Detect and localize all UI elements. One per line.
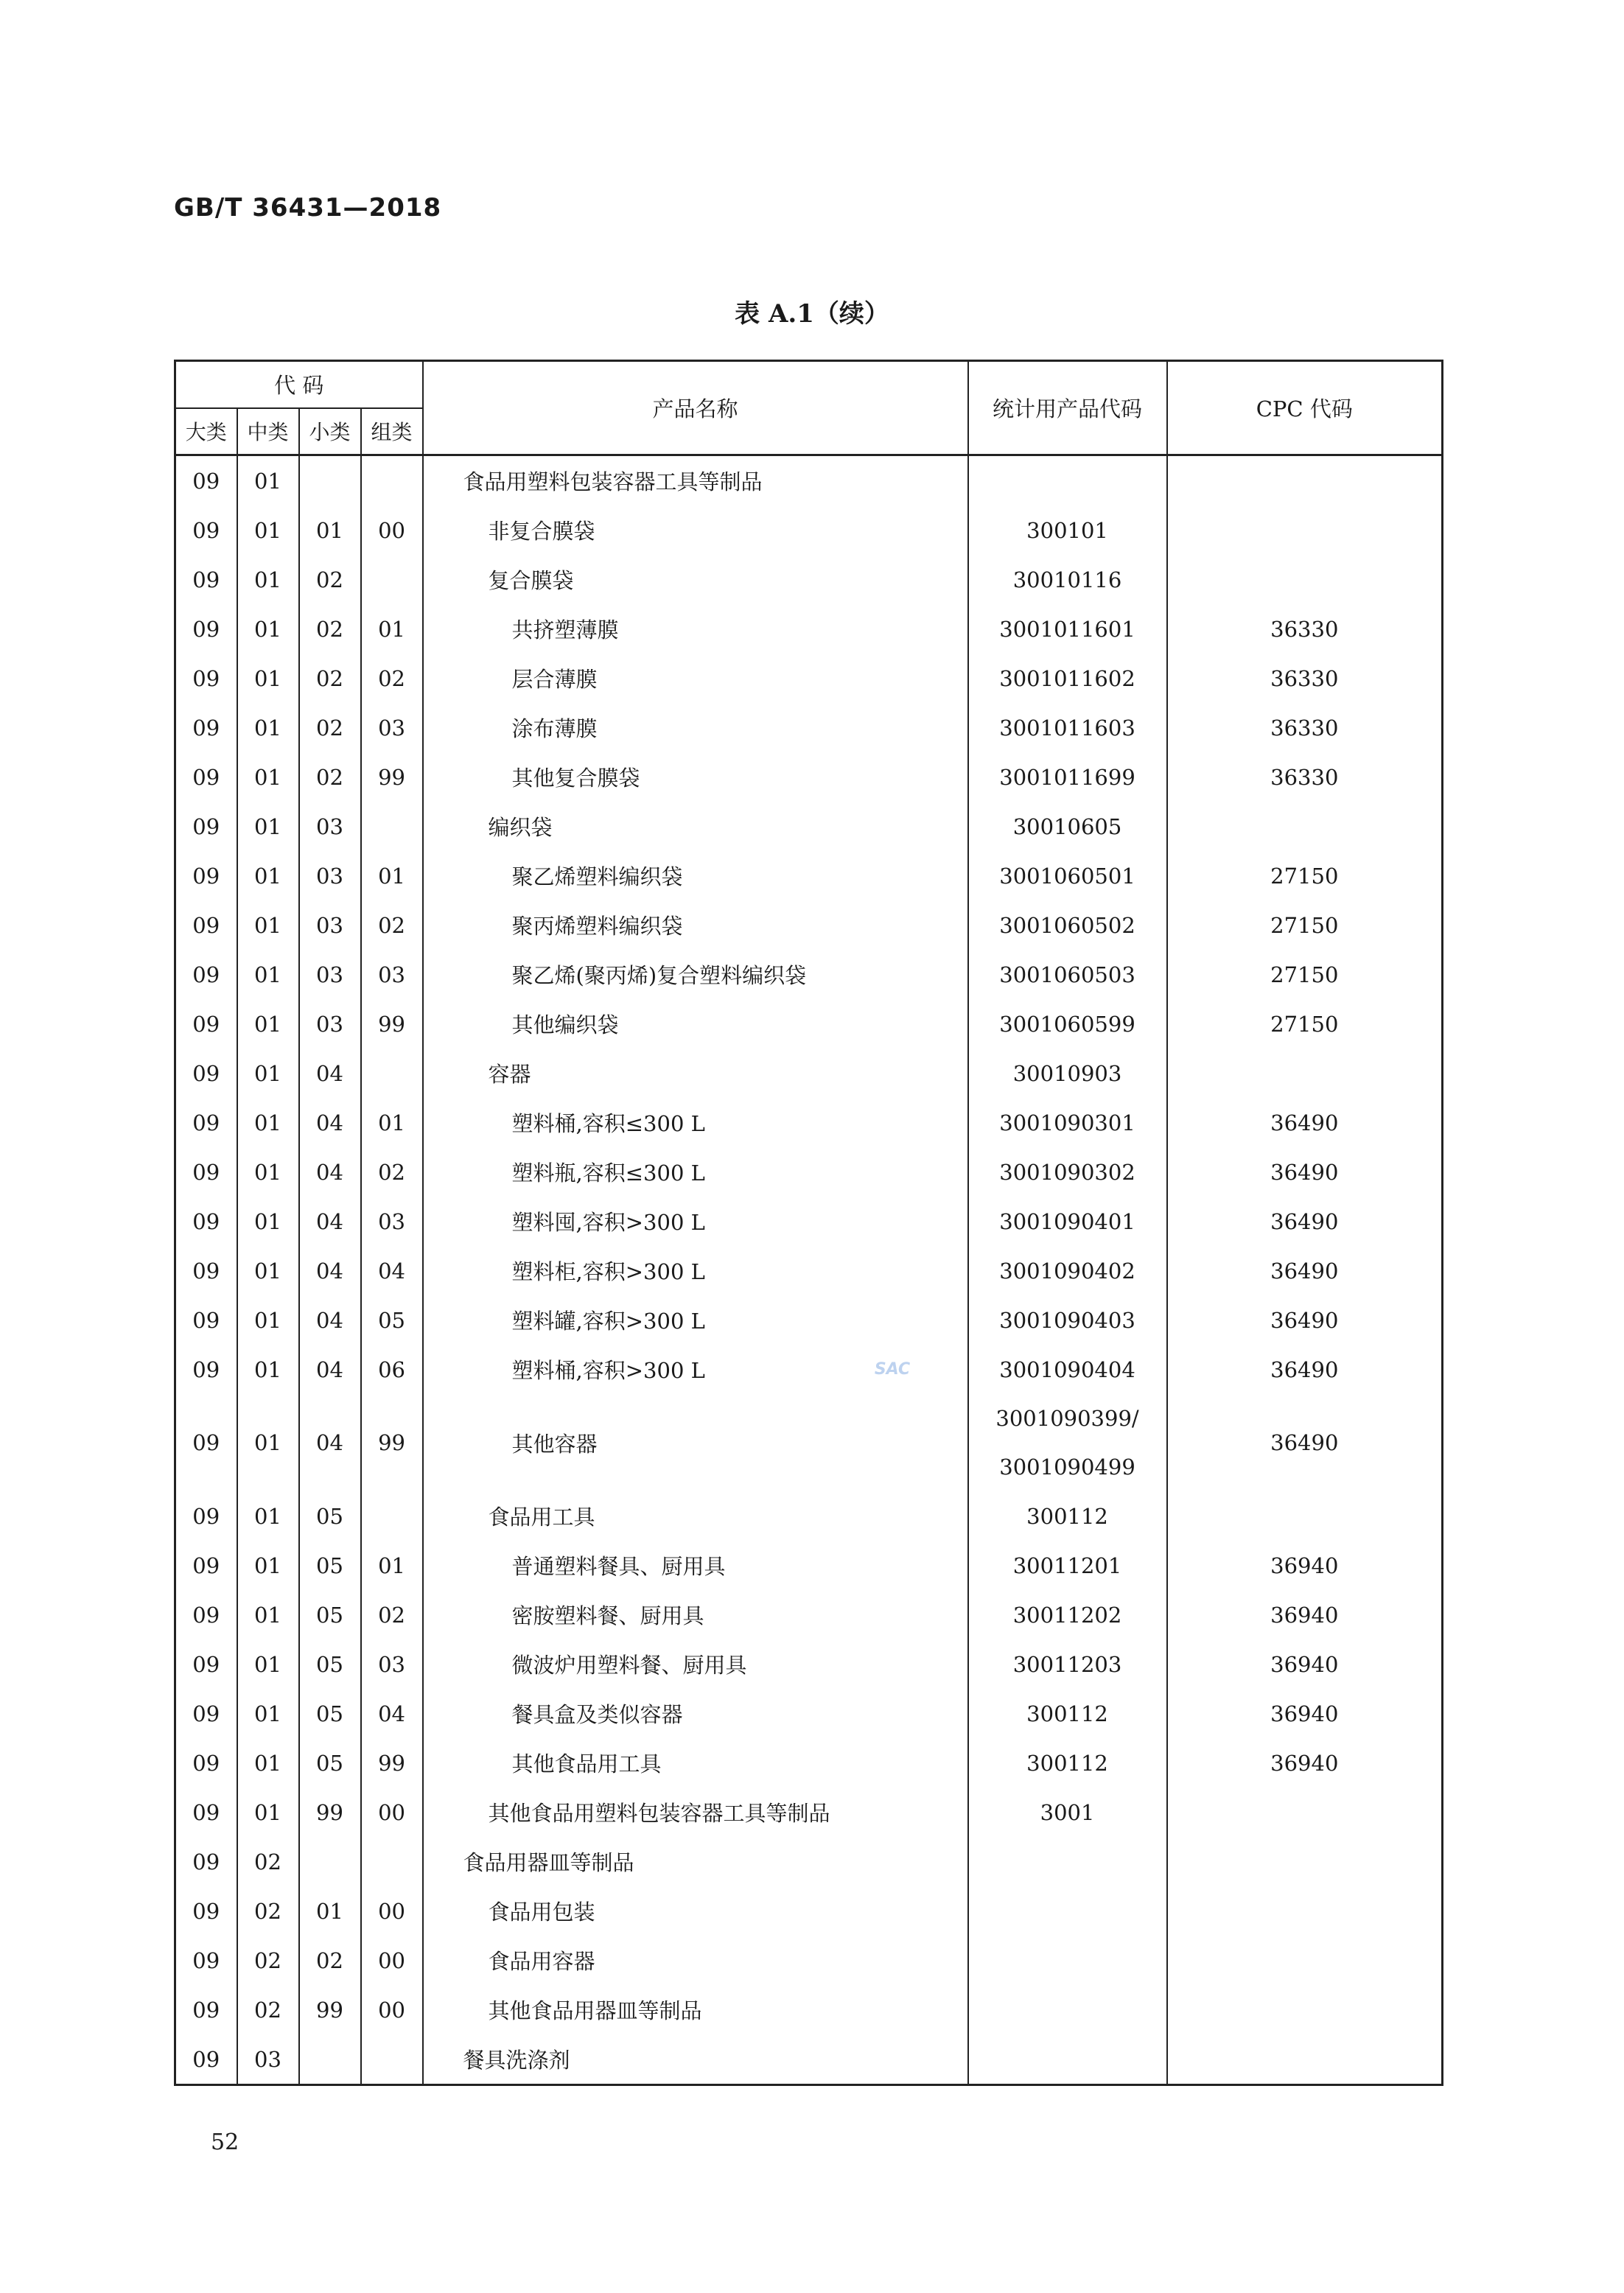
group-class-cell: 05 xyxy=(361,1295,423,1345)
code-group-header: 代 码 xyxy=(175,361,423,408)
medium-class-cell: 02 xyxy=(237,1837,299,1886)
group-class-cell: 03 xyxy=(361,1639,423,1689)
group-class-cell: 02 xyxy=(361,654,423,703)
stat-code-cell xyxy=(968,752,1167,802)
minor-class-cell xyxy=(299,2034,361,2085)
table-row xyxy=(175,1491,1443,1541)
major-class-cell: 09 xyxy=(175,950,237,999)
group-class-cell xyxy=(361,555,423,604)
stat-code-value: 3001090404 xyxy=(999,1356,1135,1382)
major-class-cell: 09 xyxy=(175,1246,237,1295)
major-class-cell: 09 xyxy=(175,1541,237,1590)
stat-code-cell xyxy=(968,703,1167,752)
medium-class-cell: 01 xyxy=(237,1049,299,1098)
minor-class-cell xyxy=(299,1837,361,1886)
group-class-cell: 04 xyxy=(361,1689,423,1738)
cpc-code-cell xyxy=(1167,802,1443,851)
stat-code-cell xyxy=(968,1689,1167,1738)
major-class-cell: 09 xyxy=(175,851,237,900)
minor-class-cell: 02 xyxy=(299,654,361,703)
table-row xyxy=(175,455,1443,506)
product-name-header: 产品名称 xyxy=(423,361,968,455)
table-row xyxy=(175,1049,1443,1098)
cpc-code-cell xyxy=(1167,1886,1443,1936)
table-row xyxy=(175,555,1443,604)
stat-code-value: 300112 xyxy=(1026,1750,1108,1776)
minor-class-cell: 02 xyxy=(299,752,361,802)
group-class-cell: 03 xyxy=(361,1197,423,1246)
product-name-cell: 聚乙烯塑料编织袋 xyxy=(423,851,968,900)
major-class-cell: 09 xyxy=(175,1345,237,1394)
cpc-code-cell: 36490 xyxy=(1167,1147,1443,1197)
table-row xyxy=(175,1394,1443,1491)
minor-class-cell: 01 xyxy=(299,1886,361,1936)
stat-code-cell xyxy=(968,654,1167,703)
minor-class-cell: 03 xyxy=(299,900,361,950)
stat-code-cell xyxy=(968,1491,1167,1541)
stat-code-cell xyxy=(968,1590,1167,1639)
stat-code-value: 3001090402 xyxy=(999,1258,1135,1284)
cpc-code-cell: 36490 xyxy=(1167,1098,1443,1147)
stat-code-value: 3001090403 xyxy=(999,1307,1135,1333)
stat-code-cell xyxy=(968,1394,1167,1491)
stat-code-value: 300112 xyxy=(1026,1701,1108,1726)
cpc-code-cell: 27150 xyxy=(1167,851,1443,900)
cpc-code-cell xyxy=(1167,505,1443,555)
group-class-cell xyxy=(361,1491,423,1541)
cpc-code-cell: 36330 xyxy=(1167,752,1443,802)
table-row xyxy=(175,900,1443,950)
cpc-code-cell: 36940 xyxy=(1167,1590,1443,1639)
major-class-cell: 09 xyxy=(175,1639,237,1689)
product-name-cell: 塑料罐,容积>300 L xyxy=(423,1295,968,1345)
minor-class-cell: 05 xyxy=(299,1689,361,1738)
medium-class-cell: 01 xyxy=(237,555,299,604)
minor-class-cell: 99 xyxy=(299,1788,361,1837)
medium-class-cell: 01 xyxy=(237,1345,299,1394)
group-class-cell: 06 xyxy=(361,1345,423,1394)
stat-code-cell xyxy=(968,950,1167,999)
cpc-code-cell xyxy=(1167,1049,1443,1098)
medium-class-cell: 02 xyxy=(237,1936,299,1985)
table-row xyxy=(175,2034,1443,2085)
cpc-code-cell: 27150 xyxy=(1167,900,1443,950)
table-row xyxy=(175,1639,1443,1689)
cpc-code-cell xyxy=(1167,1936,1443,1985)
group-class-cell xyxy=(361,1049,423,1098)
table-row xyxy=(175,1886,1443,1936)
major-class-cell: 09 xyxy=(175,1295,237,1345)
cpc-code-cell xyxy=(1167,1788,1443,1837)
major-class-cell: 09 xyxy=(175,1147,237,1197)
stat-code-value: 3001060599 xyxy=(999,1011,1135,1037)
minor-class-cell: 04 xyxy=(299,1394,361,1491)
major-class-cell: 09 xyxy=(175,1491,237,1541)
stat-code-cell xyxy=(968,1098,1167,1147)
product-name-cell: 编织袋 xyxy=(423,802,968,851)
cpc-code-header: CPC 代码 xyxy=(1167,361,1443,455)
product-name-cell: 其他食品用塑料包装容器工具等制品 xyxy=(423,1788,968,1837)
table-row xyxy=(175,1590,1443,1639)
product-name-cell: 共挤塑薄膜 xyxy=(423,604,968,654)
table-row xyxy=(175,851,1443,900)
group-class-cell: 01 xyxy=(361,1541,423,1590)
medium-class-cell: 01 xyxy=(237,851,299,900)
stat-code-value: 3001060501 xyxy=(999,863,1135,889)
medium-class-cell: 02 xyxy=(237,1985,299,2034)
stat-code-value: 3001011699 xyxy=(999,764,1135,790)
medium-class-cell: 01 xyxy=(237,950,299,999)
minor-class-cell: 02 xyxy=(299,703,361,752)
medium-class-cell: 01 xyxy=(237,999,299,1049)
stat-code-cell xyxy=(968,1738,1167,1788)
minor-class-cell: 04 xyxy=(299,1197,361,1246)
product-name-cell: 塑料桶,容积>300 L xyxy=(423,1345,968,1394)
table-row xyxy=(175,1197,1443,1246)
minor-class-cell: 05 xyxy=(299,1639,361,1689)
cpc-code-cell: 36940 xyxy=(1167,1541,1443,1590)
medium-class-cell: 01 xyxy=(237,900,299,950)
product-name-cell: 餐具洗涤剂 xyxy=(423,2034,968,2085)
group-class-header: 组类 xyxy=(361,408,423,455)
product-name-cell: 普通塑料餐具、厨用具 xyxy=(423,1541,968,1590)
table-row xyxy=(175,999,1443,1049)
major-class-cell: 09 xyxy=(175,1788,237,1837)
product-name-cell: 非复合膜袋 xyxy=(423,505,968,555)
stat-code-cell xyxy=(968,2034,1167,2085)
standard-code: GB/T 36431—2018 xyxy=(174,193,442,223)
product-name-cell: 塑料瓶,容积≤300 L xyxy=(423,1147,968,1197)
stat-code-cell xyxy=(968,802,1167,851)
stat-code-value: 3001011603 xyxy=(999,715,1135,741)
cpc-code-cell: 36330 xyxy=(1167,654,1443,703)
table-row xyxy=(175,1837,1443,1886)
product-name-cell: 其他容器 xyxy=(423,1394,968,1491)
table-row xyxy=(175,1985,1443,2034)
stat-code-cell xyxy=(968,1049,1167,1098)
table-row xyxy=(175,505,1443,555)
group-class-cell xyxy=(361,455,423,506)
stat-code-cell xyxy=(968,455,1167,506)
major-class-cell: 09 xyxy=(175,1394,237,1491)
minor-class-cell: 04 xyxy=(299,1147,361,1197)
cpc-code-cell: 36940 xyxy=(1167,1689,1443,1738)
major-class-cell: 09 xyxy=(175,604,237,654)
medium-class-cell: 01 xyxy=(237,1295,299,1345)
minor-class-cell: 05 xyxy=(299,1590,361,1639)
group-class-cell: 99 xyxy=(361,999,423,1049)
cpc-code-cell xyxy=(1167,455,1443,506)
group-class-cell: 00 xyxy=(361,1886,423,1936)
major-class-cell: 09 xyxy=(175,1197,237,1246)
table-row xyxy=(175,1788,1443,1837)
product-name-cell: 食品用包装 xyxy=(423,1886,968,1936)
stat-code-cell xyxy=(968,1788,1167,1837)
group-class-cell: 02 xyxy=(361,1147,423,1197)
stat-code-header: 统计用产品代码 xyxy=(968,361,1167,455)
stat-code-cell xyxy=(968,900,1167,950)
stat-code-cell xyxy=(968,1639,1167,1689)
medium-class-cell: 01 xyxy=(237,1394,299,1491)
medium-class-cell: 01 xyxy=(237,1098,299,1147)
group-class-cell: 99 xyxy=(361,1738,423,1788)
cpc-code-cell xyxy=(1167,1985,1443,2034)
product-name-cell: 塑料柜,容积>300 L xyxy=(423,1246,968,1295)
group-class-cell: 99 xyxy=(361,752,423,802)
stat-code-cell xyxy=(968,1295,1167,1345)
table-caption: 表 A.1（续） xyxy=(735,299,889,329)
medium-class-cell: 01 xyxy=(237,1639,299,1689)
table-row xyxy=(175,752,1443,802)
minor-class-cell: 04 xyxy=(299,1246,361,1295)
stat-code-value: 30010903 xyxy=(1012,1060,1122,1086)
minor-class-cell: 02 xyxy=(299,555,361,604)
product-name-cell: 塑料桶,容积≤300 L xyxy=(423,1098,968,1147)
table-row xyxy=(175,1738,1443,1788)
minor-class-cell: 03 xyxy=(299,950,361,999)
sac-watermark: SAC xyxy=(874,1360,911,1379)
product-name-cell: 其他编织袋 xyxy=(423,999,968,1049)
medium-class-cell: 01 xyxy=(237,1788,299,1837)
stat-code-value: 3001 xyxy=(1040,1799,1095,1825)
product-name-cell: 密胺塑料餐、厨用具 xyxy=(423,1590,968,1639)
major-class-cell: 09 xyxy=(175,703,237,752)
medium-class-cell: 02 xyxy=(237,1886,299,1936)
stat-code-value: 300112 xyxy=(1026,1503,1108,1529)
minor-class-cell: 03 xyxy=(299,802,361,851)
cpc-code-cell: 36940 xyxy=(1167,1639,1443,1689)
major-class-cell: 09 xyxy=(175,505,237,555)
stat-code-value: 3001090401 xyxy=(999,1208,1135,1234)
product-name-cell: 涂布薄膜 xyxy=(423,703,968,752)
table-row xyxy=(175,1098,1443,1147)
minor-class-cell: 04 xyxy=(299,1049,361,1098)
major-class-cell: 09 xyxy=(175,455,237,506)
table-row xyxy=(175,604,1443,654)
medium-class-cell: 01 xyxy=(237,1590,299,1639)
group-class-cell: 01 xyxy=(361,604,423,654)
cpc-code-cell: 36940 xyxy=(1167,1738,1443,1788)
major-class-cell: 09 xyxy=(175,2034,237,2085)
major-class-cell: 09 xyxy=(175,555,237,604)
major-class-cell: 09 xyxy=(175,1098,237,1147)
major-class-cell: 09 xyxy=(175,752,237,802)
stat-code-value: 3001090301 xyxy=(999,1110,1135,1135)
group-class-cell: 00 xyxy=(361,1788,423,1837)
medium-class-cell: 01 xyxy=(237,1197,299,1246)
major-class-cell: 09 xyxy=(175,1936,237,1985)
stat-code-cell xyxy=(968,1246,1167,1295)
minor-class-cell: 03 xyxy=(299,999,361,1049)
product-name-cell: 其他食品用工具 xyxy=(423,1738,968,1788)
cpc-code-cell: 36490 xyxy=(1167,1394,1443,1491)
cpc-code-cell xyxy=(1167,555,1443,604)
group-class-cell: 03 xyxy=(361,950,423,999)
stat-code-value: 30010605 xyxy=(1012,813,1122,839)
medium-class-cell: 01 xyxy=(237,654,299,703)
product-name-cell: 容器 xyxy=(423,1049,968,1098)
minor-class-cell: 04 xyxy=(299,1098,361,1147)
product-name-cell: 层合薄膜 xyxy=(423,654,968,703)
stat-code-value: 3001090399/ xyxy=(995,1406,1139,1431)
major-class-cell: 09 xyxy=(175,654,237,703)
medium-class-cell: 03 xyxy=(237,2034,299,2085)
table-row xyxy=(175,1936,1443,1985)
major-class-cell: 09 xyxy=(175,1886,237,1936)
stat-code-value: 3001060502 xyxy=(999,912,1135,938)
cpc-code-cell: 36490 xyxy=(1167,1246,1443,1295)
stat-code-cell xyxy=(968,1345,1167,1394)
group-class-cell: 02 xyxy=(361,900,423,950)
stat-code-cell xyxy=(968,1197,1167,1246)
minor-class-cell xyxy=(299,455,361,506)
major-class-cell: 09 xyxy=(175,802,237,851)
group-class-cell xyxy=(361,1837,423,1886)
major-class-cell: 09 xyxy=(175,1837,237,1886)
product-name-cell: 食品用容器 xyxy=(423,1936,968,1985)
stat-code-value: 3001011602 xyxy=(999,665,1135,691)
table-row xyxy=(175,1246,1443,1295)
product-name-cell: 聚丙烯塑料编织袋 xyxy=(423,900,968,950)
product-code-table xyxy=(174,360,1443,2086)
cpc-code-cell: 27150 xyxy=(1167,999,1443,1049)
stat-code-cell xyxy=(968,1147,1167,1197)
group-class-cell: 01 xyxy=(361,1098,423,1147)
cpc-code-cell xyxy=(1167,1491,1443,1541)
stat-code-cell xyxy=(968,999,1167,1049)
medium-class-cell: 01 xyxy=(237,604,299,654)
minor-class-header: 小类 xyxy=(299,408,361,455)
medium-class-cell: 01 xyxy=(237,1541,299,1590)
cpc-code-cell: 36490 xyxy=(1167,1197,1443,1246)
product-name-cell: 其他食品用器皿等制品 xyxy=(423,1985,968,2034)
group-class-cell xyxy=(361,802,423,851)
medium-class-header: 中类 xyxy=(237,408,299,455)
stat-code-value: 300101 xyxy=(1026,517,1108,543)
medium-class-cell: 01 xyxy=(237,1738,299,1788)
product-name-cell: 餐具盒及类似容器 xyxy=(423,1689,968,1738)
stat-code-value: 3001090499 xyxy=(999,1454,1135,1480)
group-class-cell: 01 xyxy=(361,851,423,900)
major-class-cell: 09 xyxy=(175,1590,237,1639)
medium-class-cell: 01 xyxy=(237,1147,299,1197)
group-class-cell: 00 xyxy=(361,1985,423,2034)
table-row xyxy=(175,1345,1443,1394)
stat-code-value: 30010116 xyxy=(1012,567,1122,592)
major-class-cell: 09 xyxy=(175,1689,237,1738)
minor-class-cell: 02 xyxy=(299,604,361,654)
stat-code-cell xyxy=(968,1837,1167,1886)
medium-class-cell: 01 xyxy=(237,505,299,555)
minor-class-cell: 99 xyxy=(299,1985,361,2034)
group-class-cell: 03 xyxy=(361,703,423,752)
major-class-cell: 09 xyxy=(175,1738,237,1788)
stat-code-value: 3001011601 xyxy=(999,616,1135,642)
product-name-cell: 复合膜袋 xyxy=(423,555,968,604)
product-name-cell: 塑料囤,容积>300 L xyxy=(423,1197,968,1246)
cpc-code-cell: 36490 xyxy=(1167,1345,1443,1394)
table-row xyxy=(175,1295,1443,1345)
stat-code-value: 30011203 xyxy=(1012,1651,1122,1677)
table-body xyxy=(175,455,1443,2085)
stat-code-cell xyxy=(968,1985,1167,2034)
major-class-cell: 09 xyxy=(175,900,237,950)
cpc-code-cell: 36330 xyxy=(1167,703,1443,752)
major-class-cell: 09 xyxy=(175,1985,237,2034)
minor-class-cell: 04 xyxy=(299,1295,361,1345)
medium-class-cell: 01 xyxy=(237,802,299,851)
table-row xyxy=(175,703,1443,752)
cpc-code-cell xyxy=(1167,1837,1443,1886)
page-number: 52 xyxy=(211,2129,239,2155)
medium-class-cell: 01 xyxy=(237,1689,299,1738)
stat-code-value: 3001060503 xyxy=(999,962,1135,987)
minor-class-cell: 02 xyxy=(299,1936,361,1985)
stat-code-cell xyxy=(968,1936,1167,1985)
stat-code-cell xyxy=(968,505,1167,555)
cpc-code-cell: 27150 xyxy=(1167,950,1443,999)
table-row xyxy=(175,1541,1443,1590)
medium-class-cell: 01 xyxy=(237,703,299,752)
minor-class-cell: 05 xyxy=(299,1738,361,1788)
stat-code-value: 3001090302 xyxy=(999,1159,1135,1185)
product-name-cell: 微波炉用塑料餐、厨用具 xyxy=(423,1639,968,1689)
minor-class-cell: 04 xyxy=(299,1345,361,1394)
product-name-cell: 食品用工具 xyxy=(423,1491,968,1541)
stat-code-value: 30011201 xyxy=(1012,1552,1122,1578)
medium-class-cell: 01 xyxy=(237,752,299,802)
product-name-cell: 食品用器皿等制品 xyxy=(423,1837,968,1886)
product-name-cell: 食品用塑料包装容器工具等制品 xyxy=(423,455,968,506)
group-class-cell: 99 xyxy=(361,1394,423,1491)
stat-code-cell xyxy=(968,604,1167,654)
stat-code-cell xyxy=(968,555,1167,604)
product-name-cell: 其他复合膜袋 xyxy=(423,752,968,802)
cpc-code-cell xyxy=(1167,2034,1443,2085)
minor-class-cell: 05 xyxy=(299,1491,361,1541)
major-class-header: 大类 xyxy=(175,408,237,455)
medium-class-cell: 01 xyxy=(237,455,299,506)
cpc-code-cell: 36490 xyxy=(1167,1295,1443,1345)
table-row xyxy=(175,1147,1443,1197)
group-class-cell: 00 xyxy=(361,1936,423,1985)
table-row xyxy=(175,654,1443,703)
stat-code-cell xyxy=(968,1886,1167,1936)
stat-code-cell xyxy=(968,1541,1167,1590)
group-class-cell: 04 xyxy=(361,1246,423,1295)
cpc-code-cell: 36330 xyxy=(1167,604,1443,654)
minor-class-cell: 01 xyxy=(299,505,361,555)
medium-class-cell: 01 xyxy=(237,1246,299,1295)
major-class-cell: 09 xyxy=(175,1049,237,1098)
minor-class-cell: 03 xyxy=(299,851,361,900)
group-class-cell: 02 xyxy=(361,1590,423,1639)
table-row xyxy=(175,802,1443,851)
group-class-cell xyxy=(361,2034,423,2085)
stat-code-cell xyxy=(968,851,1167,900)
stat-code-value: 30011202 xyxy=(1012,1602,1122,1628)
minor-class-cell: 05 xyxy=(299,1541,361,1590)
table-row xyxy=(175,950,1443,999)
medium-class-cell: 01 xyxy=(237,1491,299,1541)
major-class-cell: 09 xyxy=(175,999,237,1049)
table-row xyxy=(175,1689,1443,1738)
group-class-cell: 00 xyxy=(361,505,423,555)
product-name-cell: 聚乙烯(聚丙烯)复合塑料编织袋 xyxy=(423,950,968,999)
